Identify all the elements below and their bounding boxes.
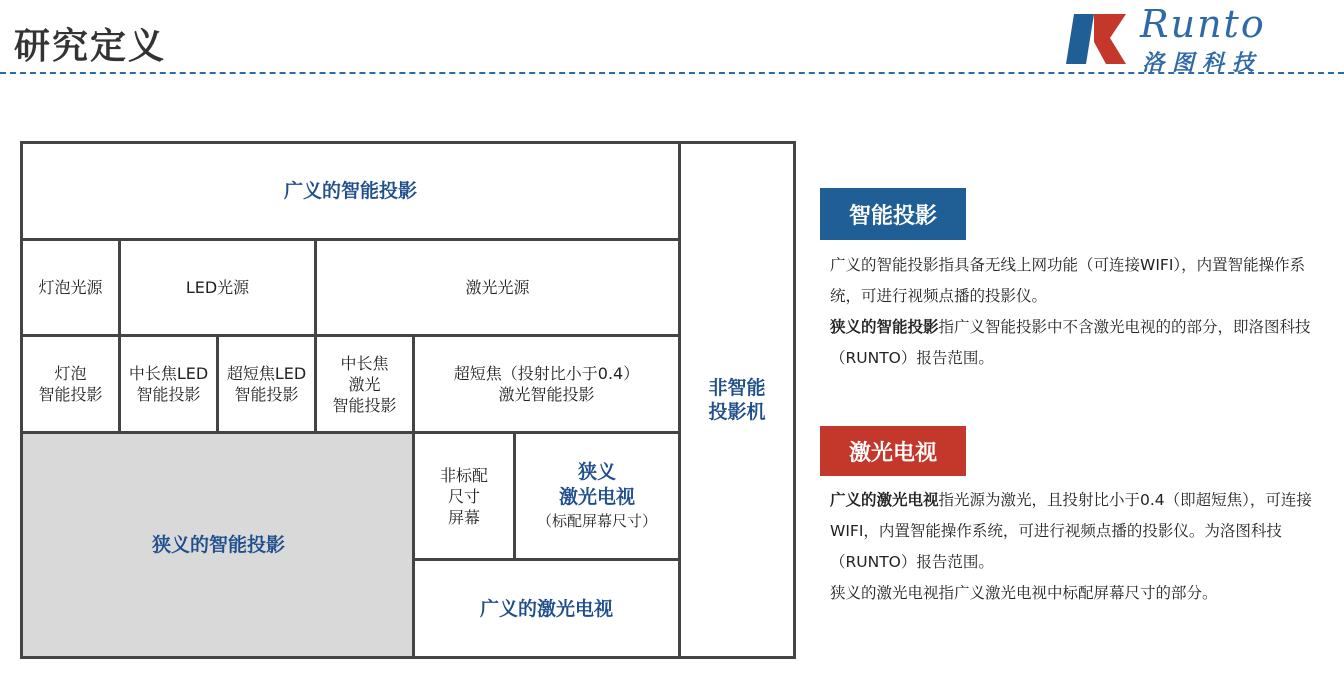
cell-ultra-short-throw-laser: 超短焦（投射比小于0.4） 激光智能投影 [412, 334, 681, 434]
cell-nonstandard-screen: 非标配 尺寸 屏幕 [412, 431, 516, 561]
smart-projection-broad-definition: 广义的智能投影指具备无线上网功能（可连接WIFI），内置智能操作系统，可进行视频点播的投影仪。 [830, 256, 1306, 305]
laser-tv-tag: 激光电视 [820, 426, 966, 476]
cell-mid-long-throw-led: 中长焦LED 智能投影 [118, 334, 219, 434]
narrow-smart-text: 指广义智能投影中不含激光电视的的部分，即洛图科技（RUNTO）报告范围。 [830, 318, 1311, 367]
cell-ultra-short-throw-led: 超短焦LED 智能投影 [216, 334, 317, 434]
broad-laser-tv-text: 指光源为激光，且投射比小于0.4（即超短焦），可连接WIFI，内置智能操作系统，可进行视频点播的投影仪。为洛图科技（RUNTO）报告范围。 [830, 491, 1312, 571]
smart-projection-narrow-definition [830, 312, 1320, 374]
narrow-laser-tv-subtitle: （标配屏幕尺寸） [536, 512, 657, 530]
runto-logo [1060, 2, 1342, 76]
cell-broad-laser-tv: 广义的激光电视 [412, 558, 681, 659]
laser-tv-narrow-definition: 狭义的激光电视指广义激光电视中标配屏幕尺寸的部分。 [830, 584, 1218, 602]
broad-laser-tv-term: 广义的激光电视 [830, 491, 939, 509]
cell-bulb-smart-projection: 灯泡 智能投影 [20, 334, 121, 434]
cell-laser-source: 激光光源 [314, 238, 681, 337]
smart-projection-description [830, 250, 1320, 374]
logo-wordmark: Runto [1140, 2, 1266, 46]
page-title: 研究定义 [14, 26, 167, 67]
cell-non-smart-projector: 非智能 投影机 [678, 141, 796, 659]
cell-narrow-laser-tv [513, 431, 681, 561]
narrow-smart-term: 狭义的智能投影 [830, 318, 939, 336]
smart-projection-tag: 智能投影 [820, 188, 966, 240]
cell-led-source: LED光源 [118, 238, 317, 337]
logo-cn-name: 洛图科技 [1142, 51, 1263, 76]
laser-tv-description [830, 485, 1320, 609]
logo-mark-icon [1064, 8, 1128, 70]
classification-diagram [20, 141, 796, 659]
cell-narrow-smart-projection: 狭义的智能投影 [20, 431, 417, 659]
cell-mid-long-throw-laser: 中长焦 激光 智能投影 [314, 334, 415, 434]
cell-broad-smart-projection: 广义的智能投影 [20, 141, 681, 241]
narrow-laser-tv-title: 狭义 激光电视 [558, 461, 635, 508]
cell-bulb-source: 灯泡光源 [20, 238, 121, 337]
laser-tv-broad-definition [830, 485, 1320, 578]
